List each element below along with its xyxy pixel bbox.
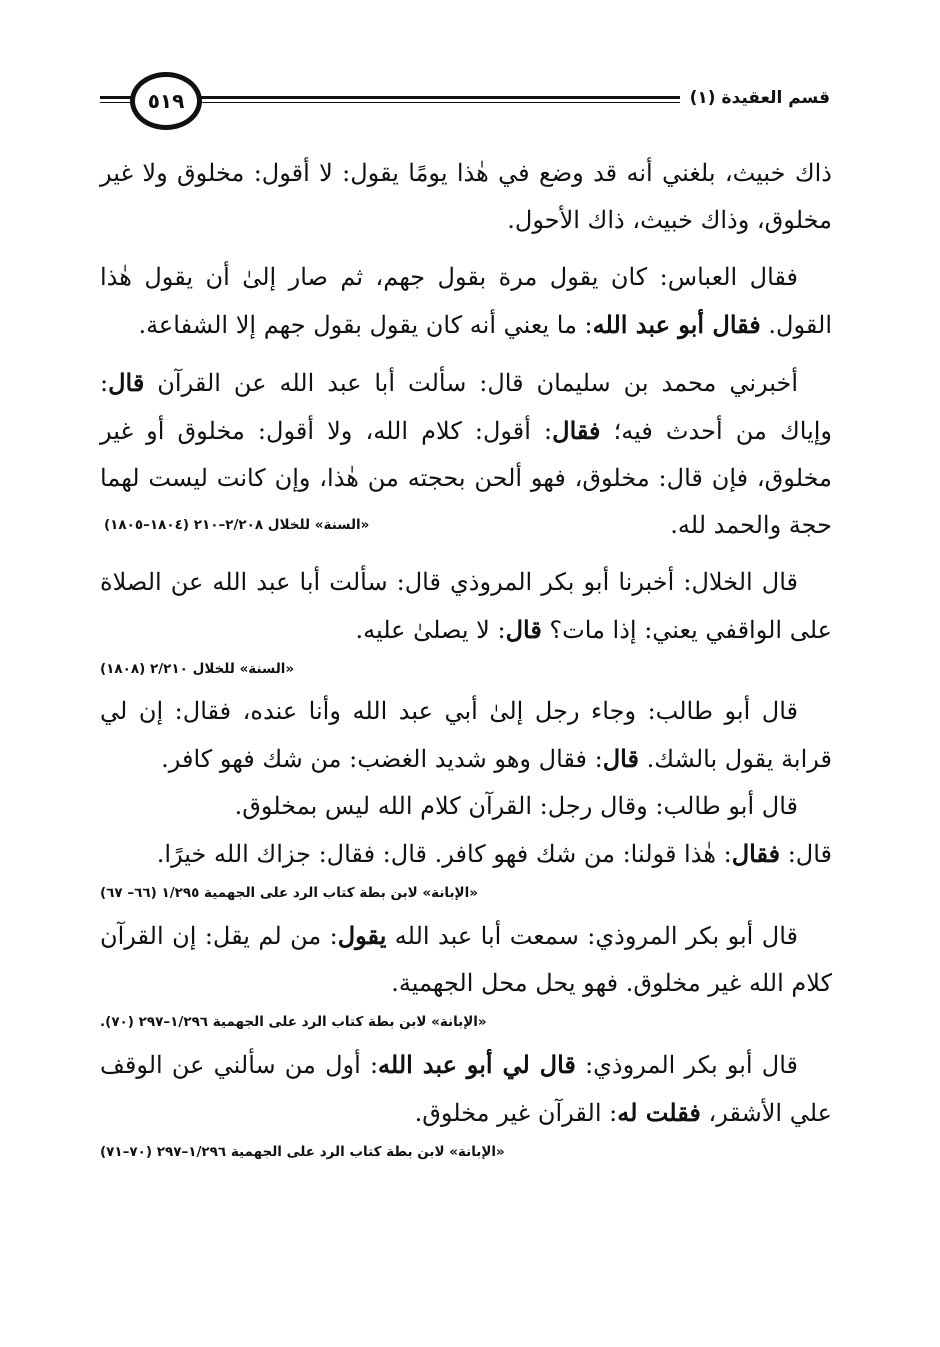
- paragraph-bold-text: قال: [505, 615, 542, 644]
- paragraph-bold-text: فقال: [552, 416, 601, 445]
- paragraph: [100, 359, 832, 549]
- paragraph-bold-text: فقلت له: [617, 1098, 701, 1127]
- paragraph-bold-text: قال لي أبو عبد الله: [378, 1050, 576, 1079]
- paragraph-text: فقال العباس: كان يقول مرة بقول جهم، ثم صار إلىٰ أن يقول هٰذا القول.: [100, 263, 832, 339]
- paragraph-text: : من لم يقل: إن القرآن كلام الله غير مخلوق. فهو يحل محل الجهمية.: [100, 922, 832, 997]
- paragraph-text: أخبرني محمد بن سليمان قال: سألت أبا عبد الله عن القرآن: [144, 369, 798, 397]
- paragraph-text: : فقال وهو شديد الغضب: من شك فهو كافر.: [161, 745, 603, 773]
- citation-reference: «الإبانة» لابن بطة كتاب الرد على الجهمية ١/٢٩٦–٢٩٧ (٧٠–٧١): [100, 1144, 505, 1160]
- page-header: [100, 72, 830, 136]
- paragraph-text: قال أبو بكر المروذي: سمعت أبا عبد الله: [386, 922, 799, 950]
- section-title: قسم العقيدة (١): [680, 86, 830, 110]
- paragraph-text: ذاك خبيث، بلغني أنه قد وضع في هٰذا يومًا يقول: لا أقول: مخلوق ولا غير مخلوق، وذاك خبيث، ذاك الأحول.: [100, 159, 832, 234]
- paragraph: [100, 254, 832, 349]
- paragraph-bold-text: فقال: [731, 839, 781, 868]
- citation-reference: «السنة» للخلال ٢/٢٠٨–٢١٠ (١٨٠٤–١٨٠٥): [104, 517, 370, 533]
- paragraph: [100, 150, 832, 244]
- citation-reference: «السنة» للخلال ٢/٢١٠ (١٨٠٨): [100, 661, 295, 677]
- paragraph-text: : أقول: كلام الله، ولا أقول: مخلوق أو غير مخلوق، فإن قال: مخلوق، فهو ألحن بحجته من هٰذا، وإن كانت ليست لهما حجة والحمد لله.: [100, 417, 832, 539]
- paragraph-text: قال أبو طالب: وقال رجل: القرآن كلام الله ليس بمخلوق.: [234, 792, 798, 820]
- paragraph: [100, 688, 832, 783]
- paragraph-bold-text: قال: [108, 368, 145, 397]
- paragraph: [100, 912, 832, 1007]
- paragraph: [100, 559, 832, 654]
- paragraph-text: قال أبو بكر المروذي:: [575, 1051, 798, 1079]
- paragraph-text: : هٰذا قولنا: من شك فهو كافر. قال: فقال: جزاك الله خيرًا.: [156, 840, 732, 868]
- paragraph: [100, 830, 832, 878]
- paragraph-text: : أول من سألني عن الوقف علي الأشقر،: [100, 1051, 832, 1127]
- citation-reference: «الإبانة» لابن بطة كتاب الرد على الجهمية ١/٢٩٥ (٦٦– ٦٧): [100, 885, 478, 901]
- paragraph-text: : وإياك من أحدث فيه؛: [100, 369, 832, 445]
- paragraph: [100, 1041, 832, 1137]
- page-number: ٥١٩: [147, 89, 185, 113]
- paragraph-text: قال أبو طالب: وجاء رجل إلىٰ أبي عبد الله وأنا عنده، فقال: إن لي قرابة يقول بالشك.: [100, 697, 832, 773]
- citation-reference: «الإبانة» لابن بطة كتاب الرد على الجهمية ١/٢٩٦–٢٩٧ (٧٠).: [100, 1014, 487, 1030]
- paragraph-text: : لا يصلىٰ عليه.: [355, 616, 506, 644]
- paragraph: [100, 783, 832, 830]
- page-number-badge: [130, 72, 202, 130]
- page-body: [100, 150, 832, 1171]
- paragraph-bold-text: فقال أبو عبد الله: [592, 310, 761, 339]
- paragraph-text: : القرآن غير مخلوق.: [414, 1099, 618, 1127]
- paragraph-bold-text: يقول: [337, 921, 387, 950]
- paragraph-bold-text: قال: [602, 744, 639, 773]
- paragraph-text: قال الخلال: أخبرنا أبو بكر المروذي قال: سألت أبا عبد الله عن الصلاة على الواقفي يعني: إذا مات؟: [100, 568, 832, 644]
- paragraph-text: : ما يعني أنه كان يقول بقول جهم إلا الشفاعة.: [138, 311, 593, 339]
- paragraph-text: قال:: [780, 840, 832, 868]
